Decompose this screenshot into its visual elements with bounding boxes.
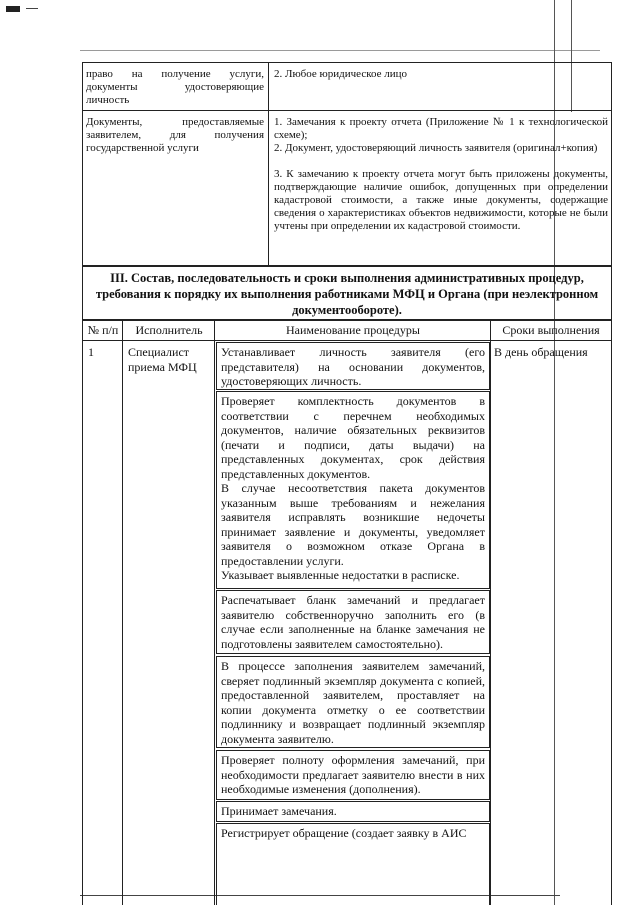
row2-label: Документы, предоставляемые заявителем, для получения государственной услуги xyxy=(86,116,264,154)
col-divider-3 xyxy=(490,320,491,905)
step-mismatch-text: В случае несоответствия пакета документов указанным выше требованиям и нежелания заявителя исправлять возникшие недочеты принимает заявление и документы, уведомляет заявителя о возможном отказе Органа в предоставлении услуги. xyxy=(221,481,485,568)
step-identify: Устанавливает личность заявителя (его представителя) на основании документов, удостоверяющих личность. xyxy=(216,342,490,390)
step-verify-copy: В процессе заполнения заявителем замечаний, сверяет подлинный экземпляр документа с копией, предоставленной заявителем, проставляет на копии документа отметку о ее соответствии подлиннику и возвращает подлинный экземпляр документа заявителю. xyxy=(216,656,490,748)
step-receipt-text: Указывает выявленные недостатки в расписке. xyxy=(221,568,460,582)
header-num: № п/п xyxy=(87,323,119,337)
step-register: Регистрирует обращение (создает заявку в АИС xyxy=(216,823,490,905)
row1-value: 2. Любое юридическое лицо xyxy=(274,68,408,80)
scan-mark xyxy=(6,6,20,12)
header-term: Сроки выполнения xyxy=(502,323,600,337)
row2-item-1: 1. Замечания к проекту отчета (Приложение № 1 к технологической схеме); xyxy=(274,116,608,141)
step-check-completeness: Проверяет полноту оформления замечаний, при необходимости предлагает заявителю внести в них необходимые изменения (дополнения). xyxy=(216,750,490,800)
row1-label: право на получение услуги, документы удостоверяющие личность xyxy=(86,68,264,106)
row-executor: Специалист приема МФЦ xyxy=(128,345,197,374)
scan-tick xyxy=(26,8,38,9)
section-title: III. Состав, последовательность и сроки выполнения административных процедур, требования к порядку их выполнения работниками МФЦ и Органа (при неэлектронном документообороте). xyxy=(95,271,599,317)
step-print-form: Распечатывает бланк замечаний и предлагает заявителю собственноручно заполнить его (в случае если заполненные на бланке замечания не подготовлены заявителем самостоятельно). xyxy=(216,590,490,654)
row2-item-2: 2. Документ, удостоверяющий личность заявителя (оригинал+копия) xyxy=(274,142,598,154)
row-num: 1 xyxy=(88,345,94,359)
step-check-docs-text: Проверяет комплектность документов в соответствии с перечнем необходимых документов, наличие обязательных реквизитов (печати и подписи, даты выдачи) на представленных документах, срок действия представленных документов. xyxy=(221,394,485,481)
row-term: В день обращения xyxy=(494,345,588,359)
step-accept: Принимает замечания. xyxy=(216,801,490,822)
header-procedure: Наименование процедуры xyxy=(286,323,420,337)
top-table-col-divider xyxy=(268,62,269,266)
procedure-header-divider xyxy=(82,340,612,341)
header-executor: Исполнитель xyxy=(135,323,203,337)
step-check-docs xyxy=(216,391,490,589)
top-table-row-divider xyxy=(82,110,612,111)
col-divider-1 xyxy=(122,320,123,905)
scan-top-line xyxy=(80,50,600,51)
col-divider-2 xyxy=(214,320,215,905)
row2-item-3: 3. К замечанию к проекту отчета могут быть приложены документы, подтверждающие наличие ошибок, допущенных при определении кадастровой стоимости, а также иные документы, содержащие сведения о характеристиках объектов недвижимости, которые не были учтены при определении их кадастровой стоимости. xyxy=(274,168,608,232)
